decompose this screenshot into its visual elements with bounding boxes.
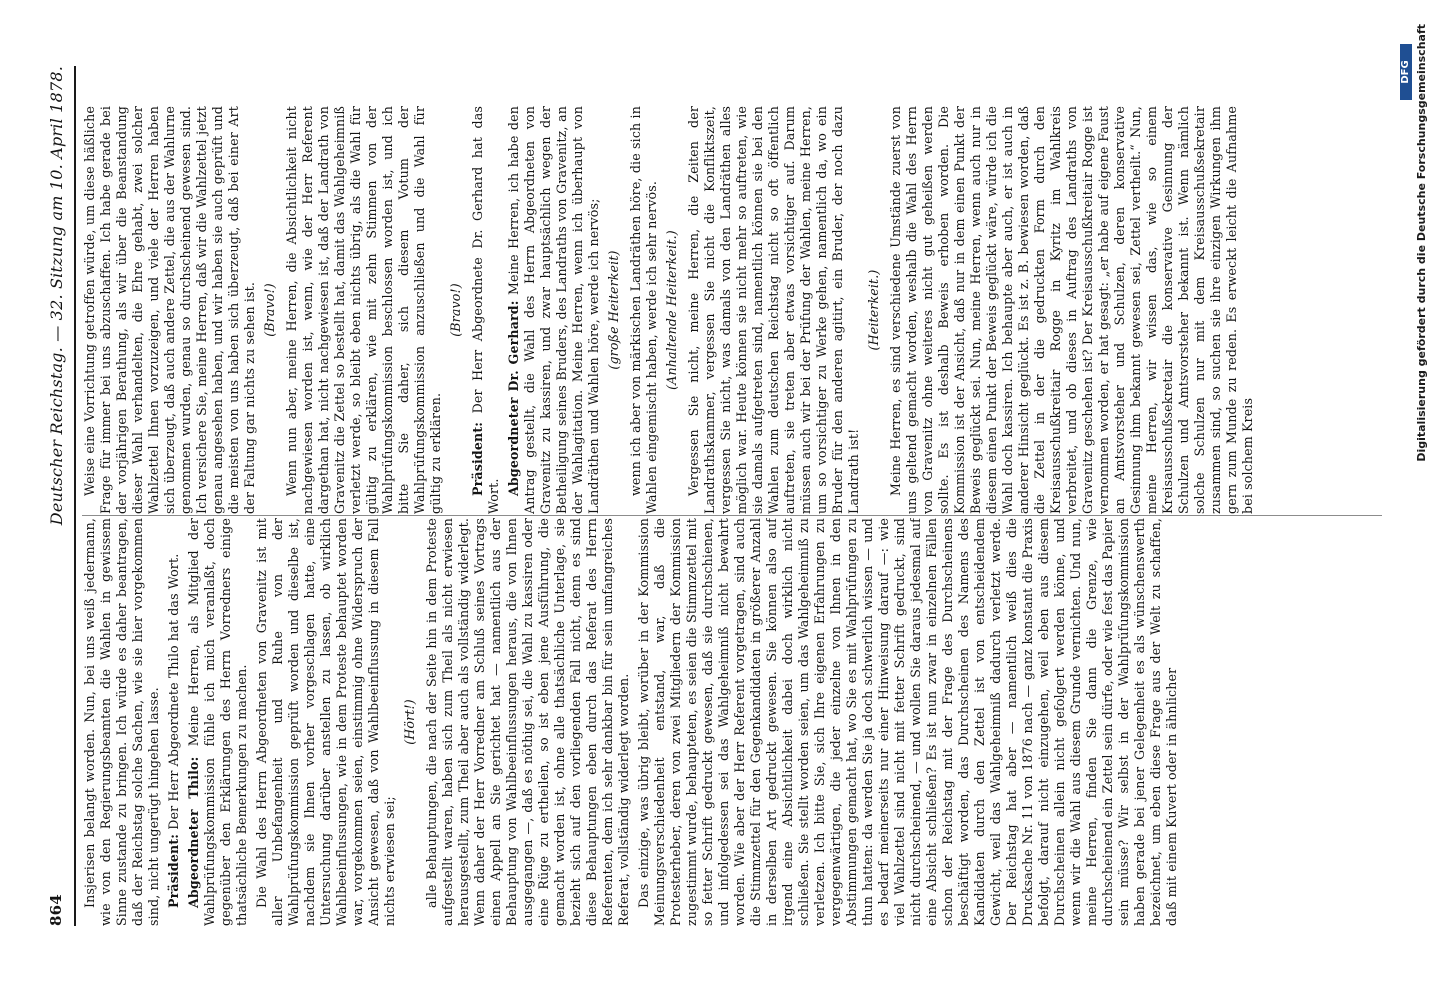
text-column-1 [82, 518, 1382, 926]
credit-wrap [1400, 0, 1432, 1000]
page-title: Deutscher Reichstag. — 32. Sitzung am 10. April 1878. [46, 66, 66, 526]
speaker-name: Präsident: [166, 833, 181, 908]
dfg-logo: DFG [1400, 44, 1412, 100]
text-paragraph: alle Behauptungen, die nach der Seite hin in dem Proteste aufgestellt waren, haben sich zum Theil als nicht erwiesen herausgestellt, zum Theil aber auch als vollständig widerlegt. Wenn daher der Herr Vorredner am Schluß seines Vortrags einen Appell an Sie gerichtet hat — namentlich aus der Behauptung von Wahlbeeinflussungen heraus, die von Ihnen ausgegangen —, daß es nöthig sei, die Wahl zu kassiren oder eine Rüge zu ertheilen, so ist eben jene Ausführung, die gemacht worden ist, ohne alle thatsächliche Unterlage, sie bezieht sich auf den vorliegenden Fall nicht, denn es sind diese Behauptungen eben durch das Referat des Herrn Referenten, dem ich sehr dankbar bin für sein umfangreiches Referat, vollständig widerlegt worden. [424, 518, 631, 926]
text-column-2 [82, 106, 1382, 514]
text-paragraph: Weise eine Vorrichtung getroffen würde, um diese häßliche Frage für immer bei uns abzuschaffen. Ich habe gerade bei der vorjährigen Berathung, als wir über die Beanstandung dieser Wahl verhandelten, die Ehre gehabt, zwei solcher Wahlzettel Ihnen vorzuzeigen, und viele der Herren haben sich überzeugt, daß auch andere Zettel, die aus der Wahlurne genommen wurden, genau so durchscheinend gewesen sind. Ich versichere Sie, meine Herren, daß wir die Wahlzettel jetzt genau angesehen haben, und wir haben sie auch geprüft und die meisten von uns haben sich überzeugt, daß bei einer Art der Faltung gar nichts zu sehen ist. [82, 106, 257, 514]
speaker-name: Abgeordneter Thilo: [186, 756, 201, 908]
stage-note: (große Heiterkeit) [606, 250, 621, 370]
speech-paragraph [166, 518, 182, 926]
stage-note: (Bravo!) [262, 283, 277, 337]
text-paragraph: Meine Herren, es sind verschiedene Umstände zuerst von uns geltend gemacht worden, weshalb die Wahl des Herrn von Gravenitz ohne weiteres nicht gut geheißen werden sollte. Es ist deshalb Beweis erhoben worden. Die Kommission ist der Ansicht, daß nur in dem einen Punkt der Beweis geglückt sei. Nun, meine Herren, wenn auch nur in diesem einen Punkt der Beweis geglückt wäre, würde ich die Wahl doch kassiren. Ich behaupte aber auch, er ist auch in anderer Hinsicht geglückt. Es ist z. B. bewiesen worden, daß die Zettel in der die gedruckten Form durch den Kreisausschußkreitair Rogge in Kyritz im Wahlkreis verbreitet, und ob dieses in Auftrag des Landraths von Gravenitz geschehen ist? Der Kreisausschußkreitair Rogge ist vernommen worden, er hat gesagt: „er habe auf eigene Faust an Amtsvorsteher und Schulzen, deren konservative Gesinnung ihm bekannt gewesen sei, Zettel vertheilt.“ Nun, meine Herren, wir wissen das, wie so einem Kreisausschußsekretair die konservative Gesinnung der Schulzen und Amtsvorsteher bekannt ist. Wenn nämlich solche Schulzen nur mit dem Kreisausschußsekretair zusammen sind, so suchen sie ihre einzigen Wirkungen ihm gern zum Munde zu reden. Es erweckt leicht die Aufnahme bei solchem Kreis [888, 106, 1255, 514]
speaker-name: Abgeordneter Dr. Gerhard: [506, 300, 521, 496]
speech-paragraph [186, 518, 250, 926]
page-number: 864 [47, 894, 65, 926]
speech-text: Der Herr Abgeordnete Thilo hat das Wort. [166, 553, 181, 830]
speech-text: Der Herr Abgeordnete Dr. Gerhard hat das Wort. [470, 106, 501, 514]
speech-text: Meine Herren, als Mitglied der Wahlprüfungskommission fühle ich mich veranlaßt, doch gegenüber den Erklärungen des Herrn Vorredners einige thatsächliche Bemerkungen zu machen. [186, 518, 249, 926]
stage-note: (Hört!) [402, 699, 417, 745]
speech-paragraph [470, 106, 502, 514]
digitization-credit: Digitalisierung gefördert durch die Deutsche Forschungsgemeinschaft [1415, 24, 1428, 462]
column-divider [82, 515, 1382, 516]
text-paragraph: Das einzige, was übrig bleibt, worüber in der Kommission Meinungsverschiedenheit entstand, war, daß die Protesterheber, deren von zwei Mitgliedern der Kommission zugestimmt wurde, behaupteten, es seien die Stimmzettel mit so fetter Schrift gedruckt gewesen, daß sie durchschienen, und infolgedessen sei das Wahlgeheimniß nicht bewahrt worden. Wie aber der Herr Referent vorgetragen, sind auch die Stimmzettel für den Gegenkandidaten in größerer Anzahl in derselben Art gedruckt gewesen. Sie können also auf irgend eine Absichtlichkeit dabei doch wirklich nicht schließen. Sie stellt worden seien, um das Wahlgeheimniß zu verletzen. Ich bitte Sie, sich Ihre eigenen Erfahrungen zu vergegenwärtigen, die jeder einzelne von Ihnen in den Abstimmungen gemacht hat, wo Sie es mit Wahlprüfungen zu thun hatten: da werden Sie ja doch schwerlich wissen — und es bedarf meinerseits nur einer Hinweisung darauf —: wie viel Wahlzettel sind nicht mit fetter Schrift gedruckt, sind nicht durchscheinend, — und wollen Sie daraus jedesmal auf eine Absicht schließen? Es ist nun zwar in einzelnen Fällen schon der Reichstag mit der Frage des Durchscheinens beschäftigt worden, das Durchscheinen des Namens des Kandidaten durch den Zettel ist von entscheidendem Gewicht, weil das Wahlgeheimniß dadurch verletzt werde. Der Reichstag hat aber — namentlich weiß dies die Drucksache Nr. 11 von 1876 nach — ganz konstant die Praxis befolgt, darauf nicht einzugehen, weil eben aus diesem Durchscheinen allein nicht gefolgert werden könne, und wenn wir die Wahl aus diesem Grunde vernichten. Und nun, meine Herren, finden Sie dann die Grenze, wie durchscheinend ein Zettel sein dürfe, oder wie fest das Papier sein müsse? Wir selbst in der Wahlprüfungskommission haben gerade bei jener Gelegenheit es als wünschenswerth bezeichnet, um eben diese Frage aus der Welt zu schaffen, daß mit einem Kuvert oder in ähnlicher [636, 518, 1179, 926]
stage-note: (Anhaltende Heiterkeit.) [664, 230, 679, 390]
stage-note: (Bravo!) [448, 283, 463, 337]
speaker-name: Präsident: [470, 421, 485, 496]
page-header [40, 66, 72, 926]
text-paragraph: Vergessen Sie nicht, meine Herren, die Zeiten der Landrathskammer, vergessen Sie nicht die Konfliktszeit, vergessen Sie nicht, was damals von den Landräthen alles möglich war. Heute können sie nicht mehr so auftreten, wie sie damals aufgetreten sind, namentlich können sie bei den Wahlen zum deutschen Reichstag nicht so oft öffentlich auftreten, sie treten aber etwas vorsichtiger auf. Darum müssen auch wir bei der Prüfung der Wahlen, meine Herren, um so vorsichtiger zu Werke gehen, namentlich da, wo ein Bruder für den anderen agitirt, ein Bruder, der noch dazu Landrath ist! [686, 106, 861, 514]
text-paragraph: Wenn nun aber, meine Herren, die Absichtlichkeit nicht nachgewiesen worden ist, wenn, wie der Herr Referent dargethan hat, nicht nachgewiesen ist, daß der Landrath von Gravenitz die Zettel so bestellt hat, damit das Wahlgeheimniß verletzt werde, so bleibt eben nichts übrig, als die Wahl für gültig zu erklären, wie mit zehn Stimmen von der Wahlprüfungskommission beschlossen worden ist, und ich bitte Sie daher, sich diesem Votum der Wahlprüfungskommission anzuschließen und die Wahl für gültig zu erklären. [284, 106, 443, 514]
speech-text: Meine Herren, ich habe den Antrag gestellt, die Wahl des Herrn Abgeordneten von Gravenitz zu kassiren, und zwar hauptsächlich wegen der Betheiligung seines Bruders, des Landraths von Gravenitz, an der Wahlagitation. Meine Herren, wenn ich überhaupt von Landräthen und Wahlen höre, werde ich nervös; [506, 106, 601, 514]
speech-paragraph [506, 106, 602, 514]
stage-note: (Heiterkeit.) [866, 269, 881, 351]
text-paragraph: Die Wahl des Herrn Abgeordneten von Gravenitz ist mit aller Unbefangenheit und Ruhe von der Wahlprüfungskommission geprüft worden und dieselbe ist, nachdem sie Ihnen vorher vorgeschlagen hatte, eine Untersuchung darüber anstellen zu lassen, ob wirklich Wahlbeeinflussungen, wie in dem Proteste behauptet worden war, vorgekommen seien, einstimmig ohne Widerspruch der Ansicht gewesen, daß von Wahlbeeinflussung in diesem Fall nichts erwiesen sei; [254, 518, 397, 926]
header-rule [74, 66, 76, 926]
text-paragraph: Insjerisen belangt worden. Nun, bei uns weiß jedermann, wie von den Regierungsbeamten die Wahlen in gewissem Sinne zustande zu bringen. Ich würde es daher beantragen, daß der Reichstag solche Sachen, wie sie hier vorgekommen sind, nicht ungerügt hingehen lasse. [82, 518, 161, 926]
text-paragraph: wenn ich aber von märkischen Landräthen höre, die sich in Wahlen eingemischt haben, werde ich sehr nervös. [628, 106, 659, 514]
